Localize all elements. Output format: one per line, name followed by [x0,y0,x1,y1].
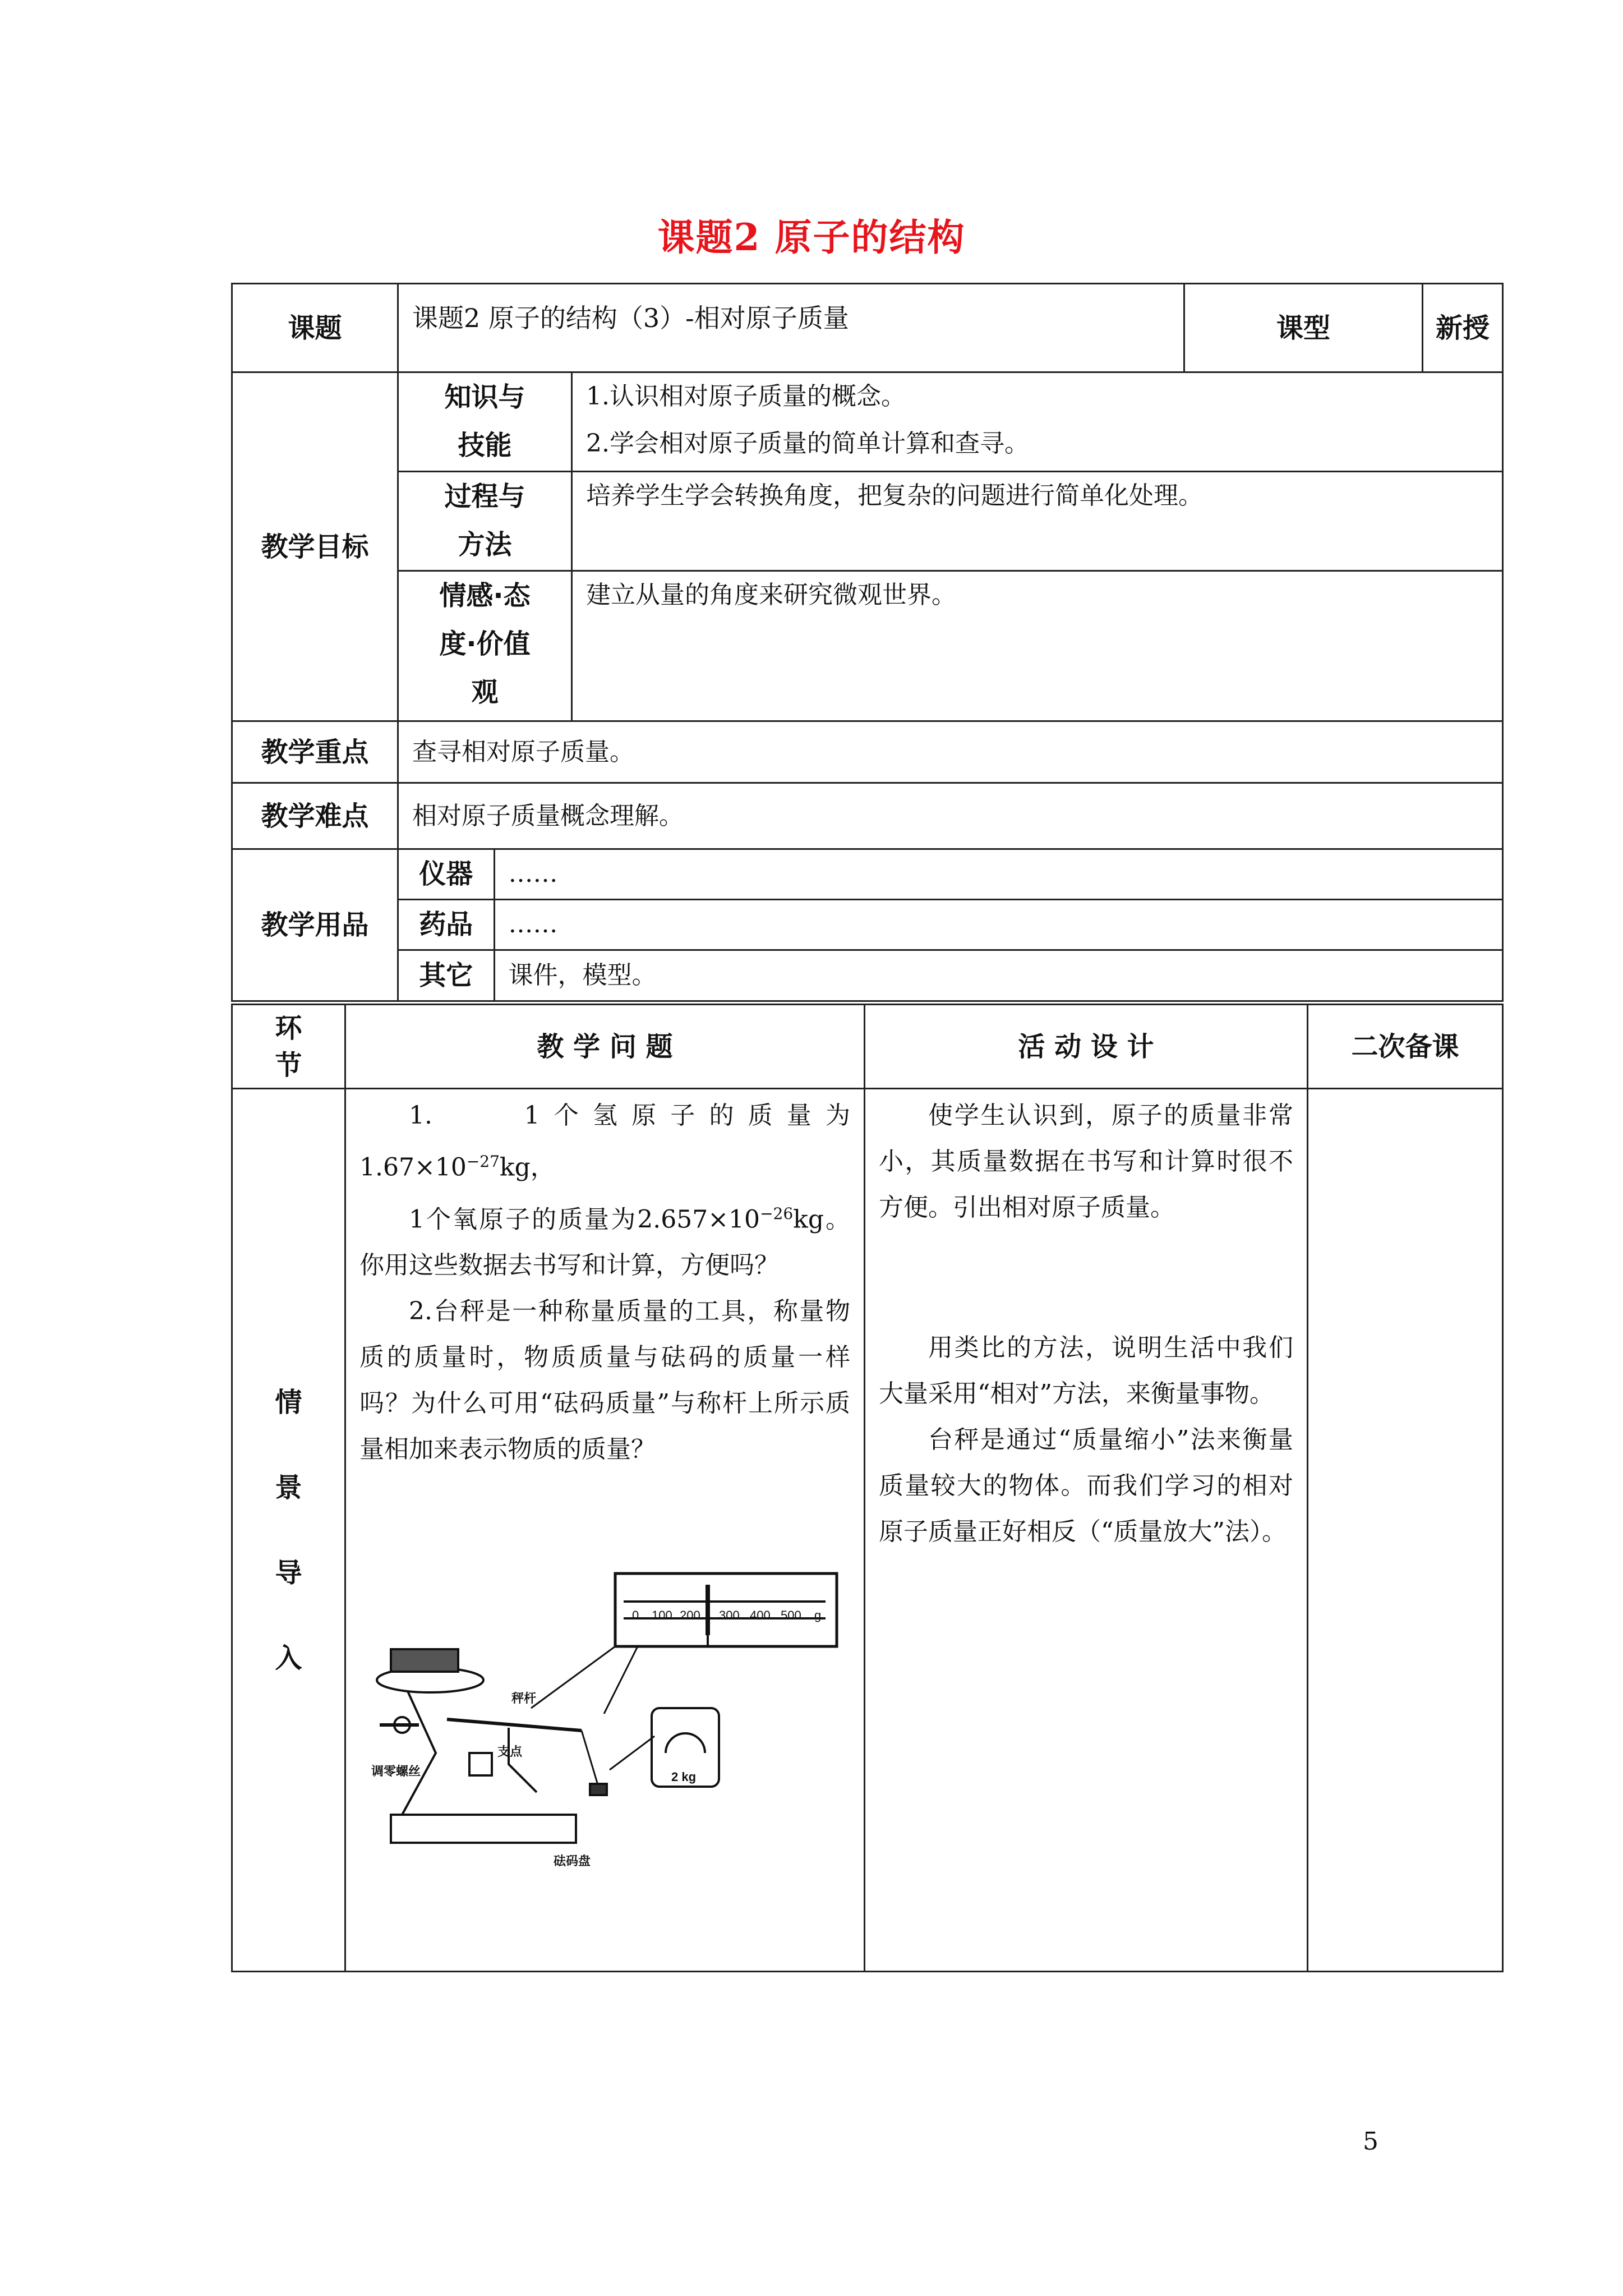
scale-tick-label: 300 [719,1608,740,1623]
key-point-label: 教学重点 [232,721,398,783]
stage-char: 情 [275,1386,302,1418]
supply-value: …… [494,899,1502,950]
goals-label: 教学目标 [232,372,398,721]
activity-cell [865,1089,1308,1972]
weight-tray-label: 砝码盘 [554,1854,591,1869]
stage-header [232,1005,345,1089]
stage-char: 入 [275,1642,302,1674]
goal-process-content [572,472,1503,571]
problem-text: 1个氧原子的质量为2.657×10 [409,1205,760,1234]
scale-tick-label: 100 [652,1608,672,1623]
problem-paragraph [346,1191,864,1289]
topic-label: 课题 [232,284,398,372]
goal-name-line: 观 [471,677,499,708]
weight-label: 2 kg [671,1770,697,1784]
pivot-label: 支点 [497,1745,523,1759]
page-number: 5 [1363,2127,1378,2156]
teaching-process-table [231,1004,1504,1972]
scale-tick-label: 0 [632,1608,639,1623]
supplies-cell [398,849,1503,1001]
goal-content-line: 2.学会相对原子质量的简单计算和查寻。 [586,429,1029,458]
goal-process-name [398,472,572,571]
supply-name: 其它 [399,950,494,1000]
goal-name-line: 技能 [458,430,512,461]
balance-scale-figure [368,1568,864,1884]
goal-content-line: 培养学生学会转换角度，把复杂的问题进行简单化处理。 [586,481,1203,510]
page-title: 课题2 原子的结构 [657,215,966,259]
goal-knowledge-content [572,372,1503,472]
stage-cell [232,1089,345,1972]
stage-char: 景 [275,1471,302,1503]
supplies-label: 教学用品 [232,849,398,1001]
exponent: −26 [760,1204,794,1223]
problem-text: kg， [499,1153,555,1182]
stage-header-line: 节 [275,1049,302,1081]
beam-label: 秤杆 [511,1691,537,1706]
goal-attitude-name [398,571,572,721]
supply-value: 课件，模型。 [494,950,1502,1000]
activity-paragraph: 使学生认识到，原子的质量非常小，其质量数据在书写和计算时很不方便。引出相对原子质量。 [879,1101,1293,1222]
goal-name-line: 情感·态 [439,580,531,611]
goal-name-line: 过程与 [444,481,525,512]
activity-paragraph: 台秤是通过“质量缩小”法来衡量质量较大的物体。而我们学习的相对原子质量正好相反（“质量放大”法）。 [879,1425,1293,1546]
type-value: 新授 [1423,284,1503,372]
problem-text: kg。你用这些数据去书写和计算，方便吗？ [359,1205,851,1280]
problem-cell [345,1089,865,1972]
supply-value: …… [494,850,1502,899]
scale-tick-label: 500 [781,1608,801,1623]
supplies-table [399,850,1502,1000]
prep-header: 二次备课 [1308,1005,1503,1089]
exponent: −27 [466,1152,500,1171]
difficulty-value: 相对原子质量概念理解。 [398,783,1503,849]
goal-content-line: 1.认识相对原子质量的概念。 [586,382,906,411]
stage-header-line: 环 [275,1012,302,1044]
goal-name-line: 知识与 [444,381,525,413]
topic-value: 课题2 原子的结构（3）-相对原子质量 [398,284,1184,372]
scale-tick-label: g [814,1608,822,1623]
zero-screw-label: 调零螺丝 [371,1764,421,1779]
activity-header: 活 动 设 计 [865,1005,1308,1089]
lesson-info-table [231,283,1504,1002]
stage-char: 导 [275,1557,302,1589]
type-label: 课型 [1184,284,1423,372]
scale-tick-label: 400 [750,1608,771,1623]
goal-content-line: 建立从量的角度来研究微观世界。 [586,581,956,609]
goal-name-line: 方法 [458,529,512,560]
problem-header: 教 学 问 题 [345,1005,865,1089]
key-point-value: 查寻相对原子质量。 [398,721,1503,783]
prep-cell [1308,1089,1503,1972]
goal-attitude-content [572,571,1503,721]
problem-paragraph [346,1093,864,1191]
goal-knowledge-name [398,372,572,472]
activity-paragraph: 用类比的方法，说明生活中我们大量采用“相对”方法，来衡量事物。 [879,1333,1293,1408]
scale-tick-label: 200 [680,1608,700,1623]
problem-paragraph: 2.台秤是一种称量质量的工具，称量物质的质量时，物质质量与砝码的质量一样吗？为什么可用“砝码质量”与称杆上所示质量相加来表示物质的质量？ [359,1297,850,1464]
supply-name: 药品 [399,899,494,950]
difficulty-label: 教学难点 [232,783,398,849]
supply-name: 仪器 [399,850,494,899]
goal-name-line: 度·价值 [439,628,531,660]
problem-text: 1. 1个氢原子的质量为1.67×10 [359,1101,850,1182]
balance-scale-illustration [368,1568,845,1882]
